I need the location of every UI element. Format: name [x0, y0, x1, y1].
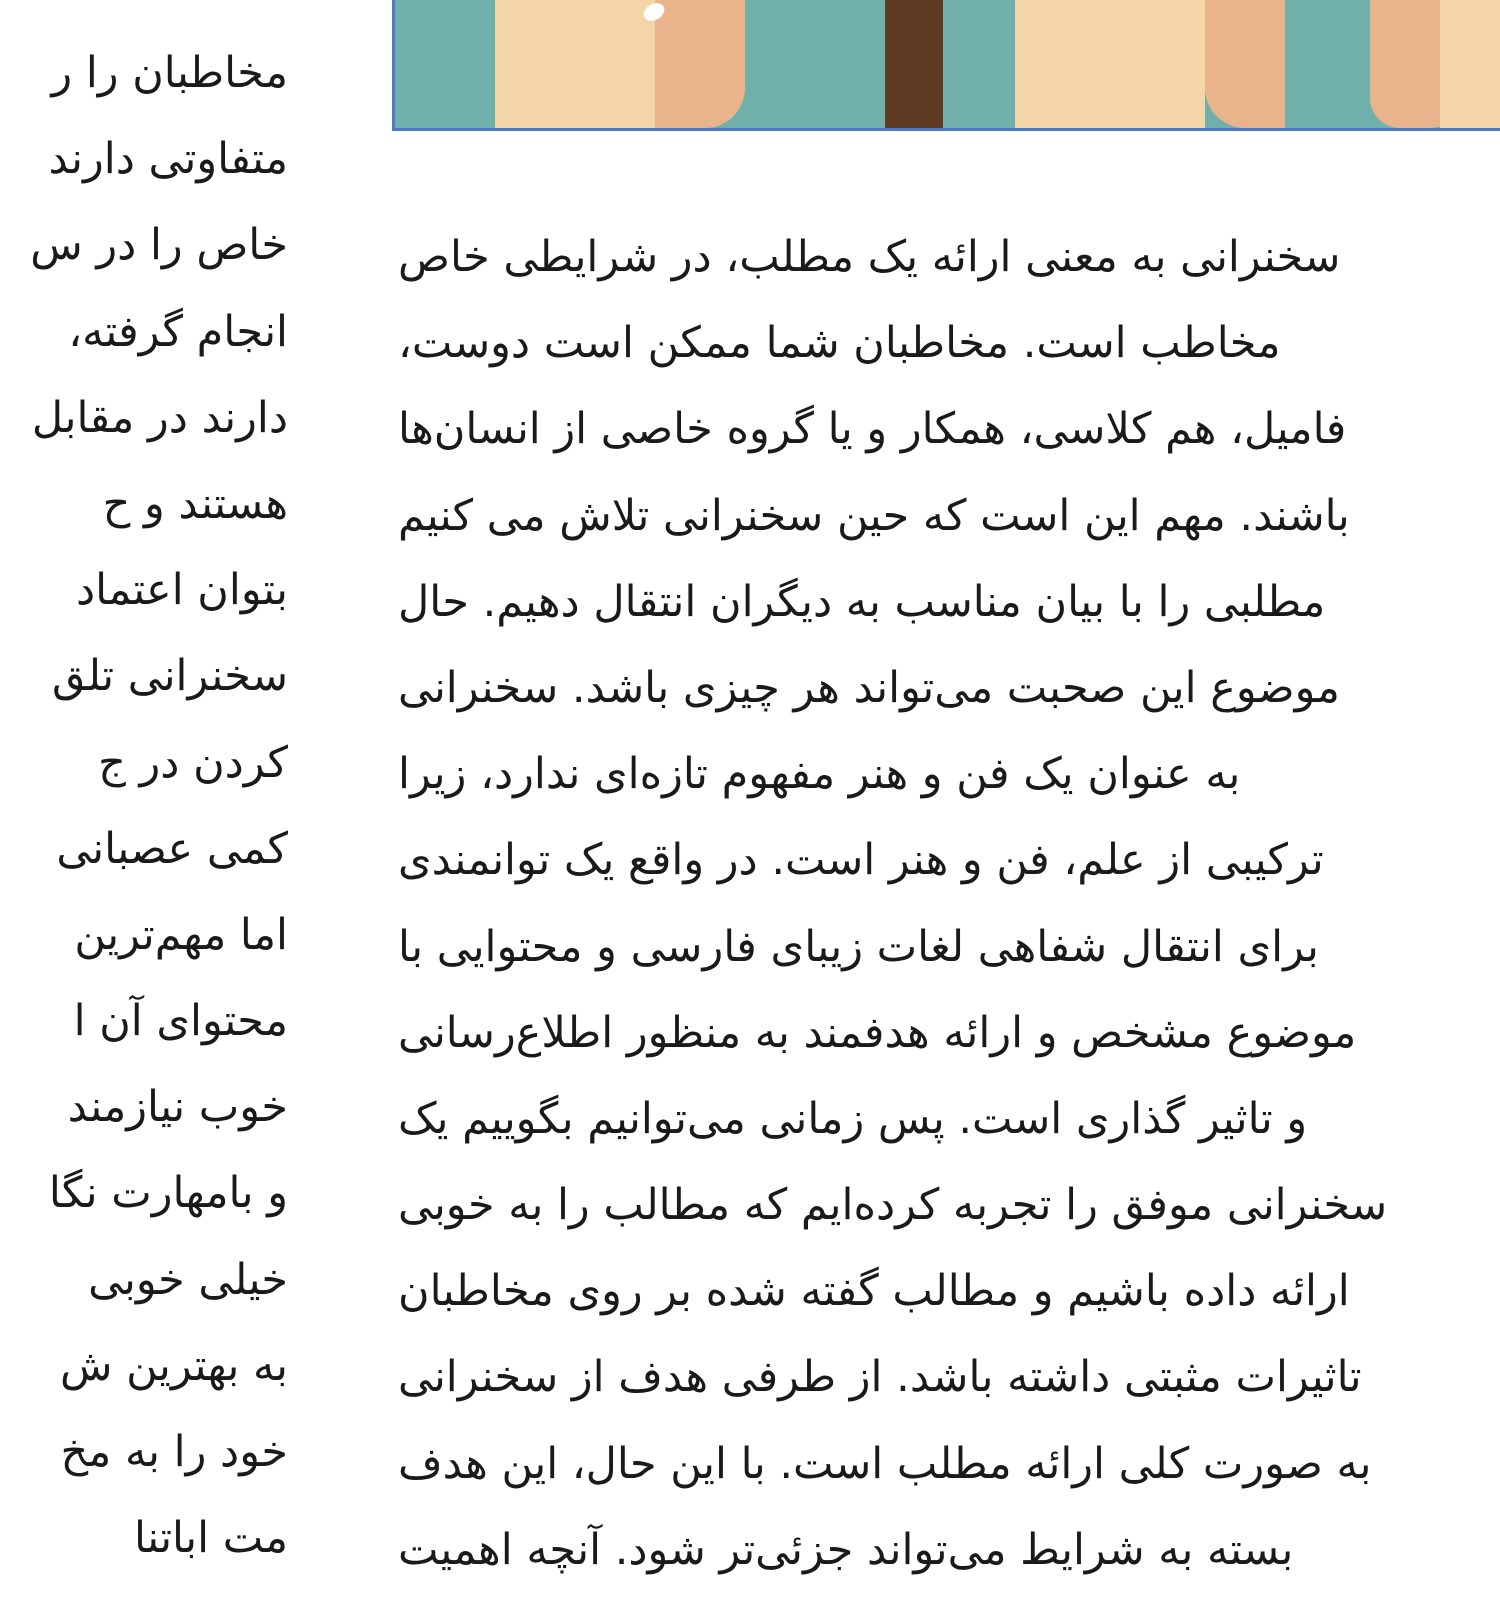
text-line: خوب نیازمند — [67, 1082, 288, 1133]
text-line: ترکیبی از علم، فن و هنر است. در واقع یک توانمندی — [398, 835, 1324, 886]
text-line: مت اباتنا — [134, 1513, 288, 1564]
text-line: مخاطب است. مخاطبان شما ممکن است دوست، — [398, 318, 1281, 369]
left-text-column — [0, 30, 288, 1581]
text-line: به صورت کلی ارائه مطلب است. با این حال، این هدف — [398, 1438, 1372, 1489]
text-line: و تاثیر گذاری است. پس زمانی می‌توانیم بگوییم یک — [398, 1093, 1308, 1144]
illustration-hand-shape — [1440, 0, 1500, 128]
text-line: خود را به مخ — [60, 1427, 288, 1477]
text-line: مطلبی را با بیان مناسب به دیگران انتقال دهیم. حال — [398, 576, 1326, 627]
text-line: ارائه داده باشیم و مطالب گفته شده بر روی مخاطبان — [398, 1266, 1350, 1317]
text-line: هستند و ح — [102, 478, 288, 529]
text-line: مخاطبان را ر — [51, 48, 288, 98]
text-line: متفاوتی دارند — [48, 134, 288, 185]
illustration-hand-shape — [655, 0, 745, 128]
text-line: کمی عصبانی — [56, 823, 288, 874]
main-text-column — [398, 214, 1500, 1593]
text-line: تاثیرات مثبتی داشته باشد. از طرفی هدف از سخنرانی — [398, 1352, 1362, 1403]
article-illustration — [392, 0, 1500, 131]
text-line: موضوع مشخص و ارائه هدفمند به منظور اطلاع‌رسانی — [398, 1007, 1357, 1058]
illustration-hand-shape — [885, 0, 943, 128]
text-line: برای انتقال شفاهی لغات زیبای فارسی و محتوایی با — [398, 921, 1319, 972]
text-line: سخنرانی تلق — [52, 651, 288, 702]
text-line: اما مهم‌ترین — [74, 909, 288, 960]
text-line: به عنوان یک فن و هنر مفهوم تازه‌ای ندارد، زیرا — [398, 749, 1241, 800]
text-line: انجام گرفته، — [68, 306, 288, 357]
text-line: بسته به شرایط می‌تواند جزئی‌تر شود. آنچه اهمیت — [398, 1524, 1294, 1575]
text-line: سخنرانی موفق را تجربه کرده‌ایم که مطالب را به خوبی — [398, 1180, 1388, 1231]
illustration-hand-shape — [1205, 0, 1285, 128]
text-line: بتوان اعتماد — [75, 565, 288, 616]
text-line: دارند در مقابل — [31, 392, 288, 443]
illustration-hand-shape — [495, 0, 655, 128]
text-line: فامیل، هم کلاسی، همکار و یا گروه خاصی از انسان‌ها — [398, 404, 1347, 455]
text-line: سخنرانی به معنی ارائه یک مطلب، در شرایطی خاص — [398, 232, 1341, 282]
text-line: و بامهارت نگا — [48, 1168, 288, 1219]
text-line: به بهترین ش — [59, 1340, 288, 1391]
text-line: کردن در ج — [98, 737, 288, 788]
text-line: خیلی خوبی — [88, 1254, 288, 1305]
text-line: باشند. مهم این است که حین سخنرانی تلاش می کنیم — [398, 490, 1350, 541]
text-line: خاص را در س — [30, 220, 288, 271]
text-line: موضوع این صحبت می‌تواند هر چیزی باشد. سخنرانی — [398, 662, 1340, 713]
text-line: محتوای آن ا — [73, 996, 288, 1047]
illustration-hand-shape — [1015, 0, 1205, 128]
